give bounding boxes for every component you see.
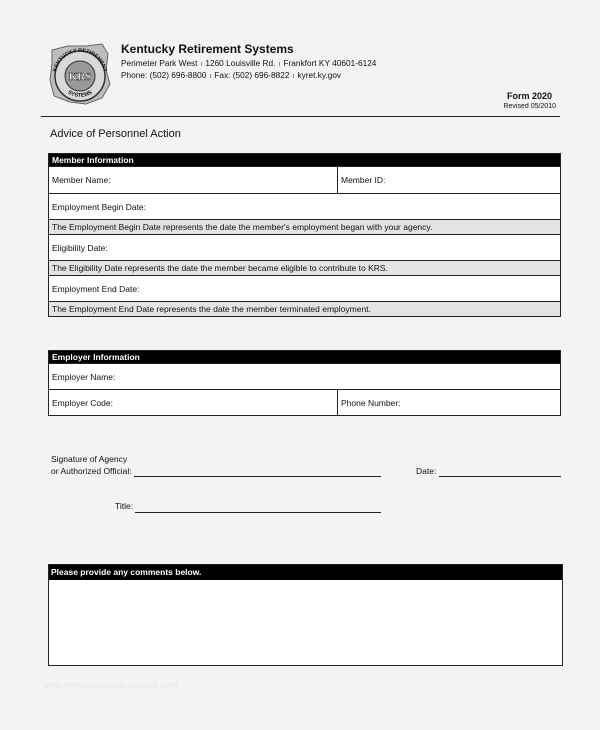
title-line[interactable]: [135, 512, 381, 513]
eligibility-date-field[interactable]: [49, 235, 561, 261]
eligibility-date-note: The Eligibility Date represents the date the member became eligible to contribute to KRS.: [49, 261, 561, 276]
eligibility-date-label: Eligibility Date:: [52, 242, 108, 253]
employment-end-date-field[interactable]: [49, 276, 561, 302]
member-name-label: Member Name:: [52, 175, 111, 185]
logo-top-text: KENTUCKY RETIREMENT: [52, 47, 108, 73]
comments-input-area[interactable]: [49, 580, 562, 665]
signature-label-line1: Signature of Agency: [51, 454, 128, 464]
org-name: Kentucky Retirement Systems: [121, 42, 294, 56]
revised-date: Revised 05/2010: [503, 103, 556, 110]
employer-code-field[interactable]: [49, 390, 338, 416]
employer-information-table: [48, 350, 561, 416]
comments-header: Please provide any comments below.: [49, 565, 562, 580]
employer-name-field[interactable]: [49, 364, 561, 390]
signature-line[interactable]: [134, 476, 381, 477]
employer-name-label: Employer Name:: [52, 371, 116, 382]
date-line[interactable]: [439, 476, 561, 477]
logo-krs-text: KRS: [68, 71, 92, 83]
employment-end-date-label: Employment End Date:: [52, 283, 140, 294]
employer-code-label: Employer Code:: [52, 397, 113, 408]
address-street: 1260 Louisville Rd.: [205, 58, 276, 68]
member-information-table: [48, 153, 561, 317]
member-section-header: Member Information: [49, 154, 561, 167]
phone-number-label: Phone Number:: [341, 397, 401, 408]
krs-seal-logo: [46, 40, 114, 108]
phone-number-field[interactable]: [338, 390, 561, 416]
address-city: Frankfort KY 40601-6124: [283, 58, 377, 68]
employer-section-header: Employer Information: [49, 351, 561, 364]
comments-box: [48, 564, 563, 666]
member-id-field[interactable]: [338, 167, 561, 194]
contact-web: kyret.ky.gov: [297, 70, 342, 80]
header-divider: [41, 116, 560, 117]
date-label: Date:: [416, 466, 437, 476]
org-contact: Phone: (502) 696-8800 ı Fax: (502) 696-8822 ı kyret.ky.gov: [121, 70, 342, 80]
page-title: Advice of Personnel Action: [50, 128, 181, 140]
org-address: Perimeter Park West ı 1260 Louisville Rd. ı Frankfort KY 40601-6124: [121, 58, 377, 68]
logo-bottom-text: SYSTEMS: [66, 89, 94, 99]
employment-begin-date-label: Employment Begin Date:: [52, 201, 147, 212]
member-name-field[interactable]: [49, 167, 338, 194]
contact-fax: Fax: (502) 696-8822: [214, 70, 290, 80]
member-id-label: Member ID:: [341, 175, 386, 185]
contact-phone: Phone: (502) 696-8800: [121, 70, 207, 80]
signature-label-line2: or Authorized Official:: [51, 466, 132, 476]
employment-begin-date-field[interactable]: [49, 194, 561, 220]
watermark: www.heritagechristiancollege.com: [42, 680, 178, 690]
form-number: Form 2020: [506, 91, 552, 101]
end-date-note: The Employment End Date represents the date the member terminated employment.: [49, 302, 561, 317]
title-label: Title:: [115, 501, 134, 511]
begin-date-note: The Employment Begin Date represents the date the member's employment began with your agency.: [49, 220, 561, 235]
address-park: Perimeter Park West: [121, 58, 198, 68]
